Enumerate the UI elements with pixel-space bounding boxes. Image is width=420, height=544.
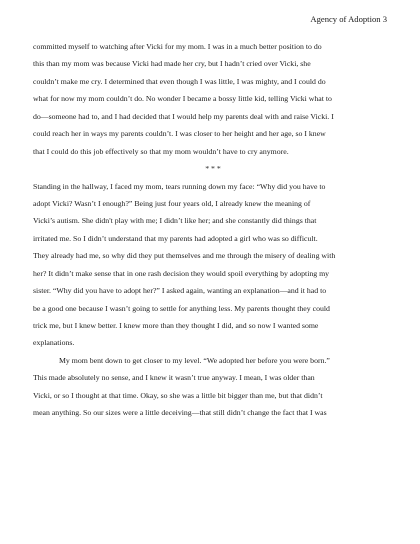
paragraph-line: couldn’t make me cry. I determined that even though I was little, I was mighty, and I could do: [33, 76, 326, 86]
paragraph-line: adopt Vicki? Wasn’t I enough?” Being just four years old, I already knew the meaning of: [33, 198, 311, 208]
paragraph-line: sister. “Why did you have to adopt her?” I asked again, wanting an explanation—and it had to: [33, 286, 327, 296]
paragraph-line: do—someone had to, and I had decided that I would help my parents deal with and raise Vicki. I: [33, 111, 334, 121]
paragraph-line: mean anything. So our sizes were a little deceiving—that still didn’t change the fact that I was: [33, 408, 327, 418]
paragraph-line: committed myself to watching after Vicki for my mom. I was in a much better position to do: [33, 42, 322, 51]
running-head: Agency of Adoption 3: [310, 14, 387, 24]
paragraph-line: be a good one because I wasn’t going to settle for anything less. My parents thought they could: [33, 303, 330, 313]
paragraph-line: Vicki’s autism. She didn't play with me; I didn’t like her; and she constantly did things that: [33, 216, 317, 226]
paragraph-line: explanations.: [33, 338, 75, 348]
paragraph-line: this than my mom was because Vicki had made her cry, but I hadn’t cried over Vicki, she: [33, 59, 311, 69]
paragraph-line: My mom bent down to get closer to my level. “We adopted her before you were born.”: [59, 355, 330, 365]
paragraph-line: her? It didn’t make sense that in one rash decision they would spoil everything by adopting my: [33, 268, 330, 278]
paragraph-line: what for now my mom couldn’t do. No wonder I became a bossy little kid, telling Vicki what to: [33, 94, 332, 104]
paragraph-line: This made absolutely no sense, and I knew it wasn’t true anyway. I mean, I was older than: [33, 373, 315, 383]
body-text: [33, 38, 393, 422]
section-break: * * *: [205, 164, 221, 174]
paragraph-line: They already had me, so why did they put themselves and me through the misery of dealing with: [33, 251, 336, 261]
paragraph-line: Standing in the hallway, I faced my mom, tears running down my face: “Why did you have to: [33, 181, 326, 191]
paragraph-line: could reach her in ways my parents couldn’t. I was closer to her height and her age, so I knew: [33, 129, 326, 139]
paragraph-line: Vicki, or so I thought at that time. Okay, so she was a little bit bigger than me, but that didn’t: [33, 390, 323, 400]
paragraph-line: trick me, but I knew better. I knew more than they thought I did, and so now I wanted some: [33, 321, 319, 330]
paragraph-line: that I could do this job effectively so that my mom wouldn’t have to cry anymore.: [33, 146, 289, 156]
paragraph-line: irritated me. So I didn’t understand that my parents had adopted a girl who was so difficult.: [33, 233, 318, 243]
